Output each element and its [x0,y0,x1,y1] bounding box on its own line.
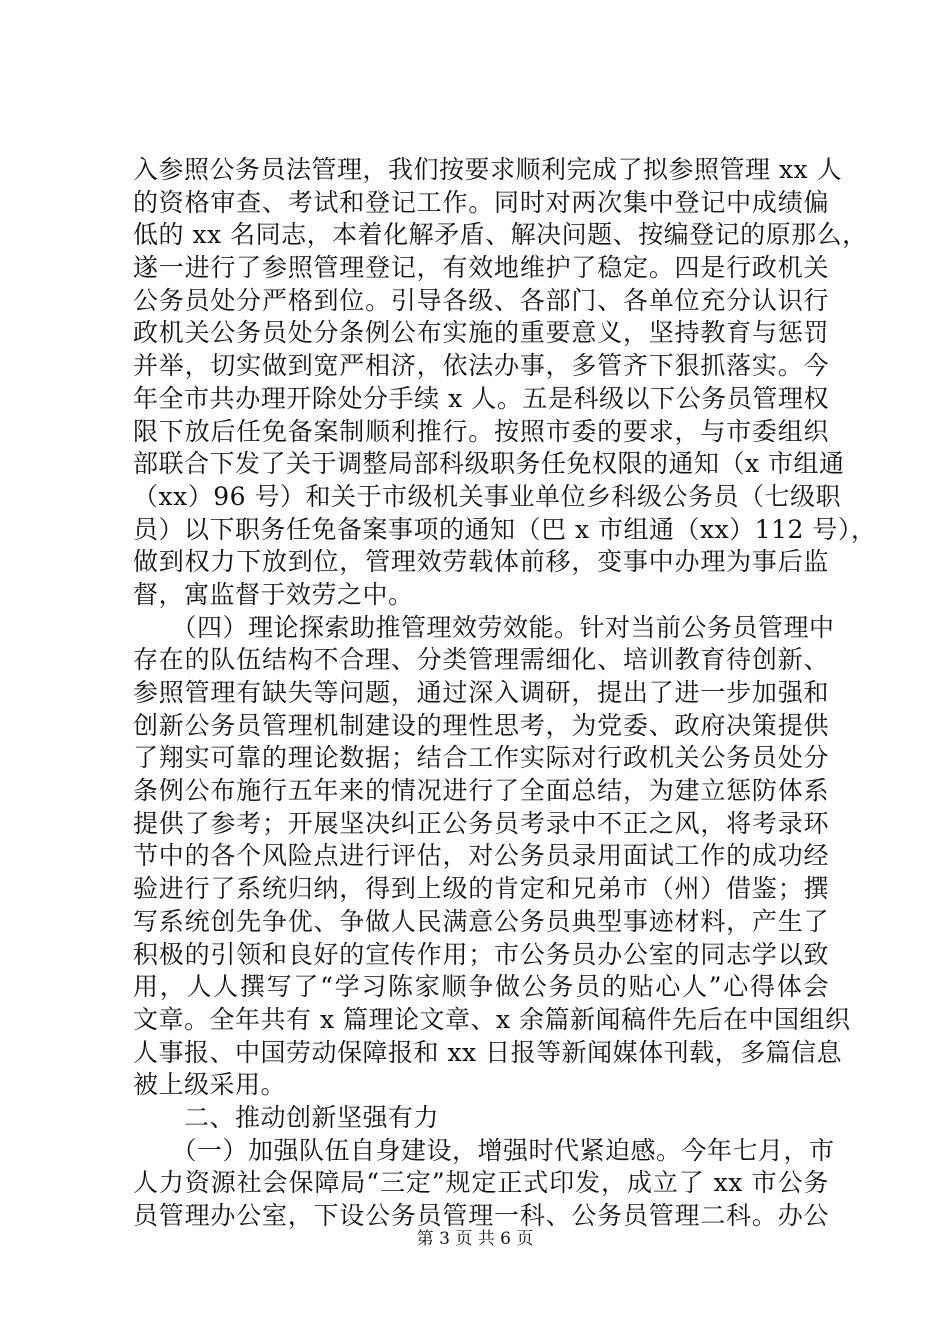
text-line: 积极的引领和良好的宣传作用；市公务员办公室的同志学以致 [133,939,829,969]
text-line: 提供了参考；开展坚决纠正公务员考录中不正之风，将考录环 [133,808,829,838]
text-line: 低的 xx 名同志，本着化解矛盾、解决问题、按编登记的原那么， [133,220,868,250]
text-line: 条例公布施行五年来的情况进行了全面总结，为建立惩防体系 [133,776,829,806]
text-line: 文章。全年共有 x 篇理论文章、x 余篇新闻稿件先后在中国组织 [133,1004,851,1034]
text-line: 写系统创先争优、争做人民满意公务员典型事迹材料，产生了 [133,906,829,936]
text-line: 员管理办公室，下设公务员管理一科、公务员管理二科。办公 [133,1201,829,1230]
text-line: 限下放后任免备案制顺利推行。按照市委的要求，与市委组织 [133,416,829,446]
text-line: 的资格审查、考试和登记工作。同时对两次集中登记中成绩偏 [133,187,829,217]
text-line: 参照管理有缺失等问题，通过深入调研，提出了进一步加强和 [133,678,829,707]
section-heading: 二、推动创新坚强有力 [133,1102,440,1132]
text-line: （xx）96 号）和关于市级机关事业单位乡科级公务员（七级职 [133,481,841,511]
text-line: 督，寓监督于效劳之中。 [133,579,414,609]
text-line: （四）理论探索助推管理效劳效能。针对当前公务员管理中 [133,612,835,642]
text-line: 了翔实可靠的理论数据；结合工作实际对行政机关公务员处分 [133,743,829,773]
text-line: 节中的各个风险点进行评估，对公务员录用面试工作的成功经 [133,841,829,871]
text-line: 人力资源社会保障局“三定”规定正式印发，成立了 xx 市公务 [133,1168,829,1198]
text-line: 并举，切实做到宽严相济，依法办事，多管齐下狠抓落实。今 [133,351,829,381]
text-line: 员）以下职务任免备案事项的通知（巴 x 市组通（xx）112 号）， [133,514,877,544]
page-number: 第 3 页 共 6 页 [416,1229,534,1249]
text-line: 人事报、中国劳动保障报和 xx 日报等新闻媒体刊载，多篇信息 [133,1037,843,1067]
text-line: 验进行了系统归纳，得到上级的肯定和兄弟市（州）借鉴；撰 [133,874,829,904]
text-line: 用，人人撰写了“学习陈家顺争做公务员的贴心人”心得体会 [133,972,829,1002]
text-line: 创新公务员管理机制建设的理性思考，为党委、政府决策提供 [133,710,829,740]
text-line: 做到权力下放到位，管理效劳载体前移，变事中办理为事后监 [133,547,829,577]
text-line: 部联合下发了关于调整局部科级职务任免权限的通知（x 市组通 [133,449,845,479]
text-line: 存在的队伍结构不合理、分类管理需细化、培训教育待创新、 [133,645,829,675]
text-line: 政机关公务员处分条例公布实施的重要意义，坚持教育与惩罚 [133,318,829,348]
text-line: 遂一进行了参照管理登记，有效地维护了稳定。四是行政机关 [133,253,829,283]
text-line: 公务员处分严格到位。引导各级、各部门、各单位充分认识行 [133,285,829,315]
text-line: 入参照公务员法管理，我们按要求顺利完成了拟参照管理 xx 人 [133,155,843,184]
document-body [133,154,877,1233]
text-line: 被上级采用。 [133,1070,287,1100]
text-line: （一）加强队伍自身建设，增强时代紧迫感。今年七月，市 [133,1135,835,1165]
text-line: 年全市共办理开除处分手续 x 人。五是科级以下公务员管理权 [133,383,829,413]
